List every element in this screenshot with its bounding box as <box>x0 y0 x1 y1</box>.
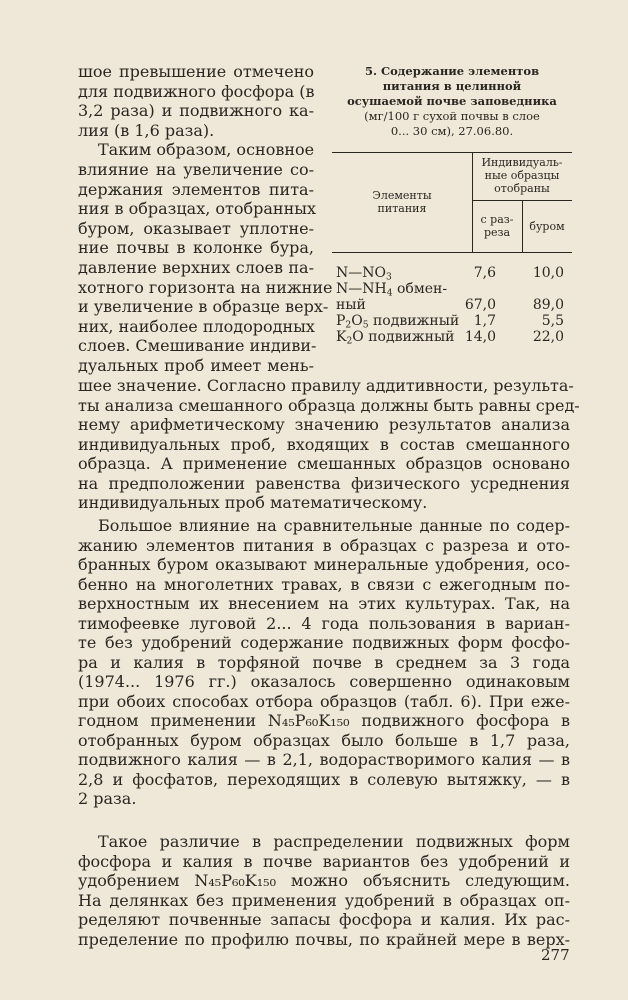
text-line: при обоих способах отбора образцов (табл. 6). При еже- <box>78 691 570 711</box>
text-line: 2,8 и фосфатов, переходящих в солевую вытяжку, — в <box>78 769 570 789</box>
text-line: тимофеевке луговой 2... 4 года пользования в вариан- <box>78 613 570 633</box>
text-line: 2 раза. <box>78 789 137 808</box>
paragraph-distribution <box>78 832 570 949</box>
row-element: $P_2O_5$ подвижный <box>336 313 460 331</box>
row-value-drill: 22,0 <box>532 329 564 345</box>
text-line: Большое влияние на сравнительные данные по содер- <box>98 516 570 535</box>
table-caption <box>332 64 572 139</box>
table-header <box>332 152 572 262</box>
text-line: буром, оказывает уплотне- <box>78 218 314 238</box>
text-line: бенно на многолетних травах, в связи с ежегодным по- <box>78 574 570 594</box>
page-number: 277 <box>541 946 570 964</box>
text-line: ра и калия в торфяной почве в среднем за 3 года <box>78 652 570 672</box>
row-element: $N—NH_4$ обмен- <box>336 281 448 299</box>
text-line: 3,2 раза) и подвижного ка- <box>78 101 314 121</box>
row-element: $N—NO_3$ <box>336 265 392 283</box>
text-line: жанию элементов питания в образцах с разреза и ото- <box>78 535 570 555</box>
text-line: образца. А применение смешанных образцов основано <box>78 454 570 473</box>
paragraph-fertilizers <box>78 516 570 809</box>
text-line: верхностным их внесением на этих культурах. Так, на <box>78 594 570 613</box>
text-line: шое превышение отмечено <box>78 62 314 81</box>
text-line: удобрением N₄₅P₆₀K₁₅₀ можно объяснить следующим. <box>78 871 570 890</box>
text-line: ния в образцах, отобранных <box>78 199 317 219</box>
text-line: Такое различие в распределении подвижных форм <box>98 832 570 851</box>
header-by-drill: буром <box>529 220 565 233</box>
text-line: хотного горизонта на нижние <box>78 277 333 297</box>
text-line: годном применении N₄₅P₆₀K₁₅₀ подвижного фосфора в <box>78 711 570 730</box>
text-line: нему арифметическому значению результатов анализа <box>78 415 570 434</box>
text-line: пределение по профилю почвы, по крайней мере в верх- <box>78 929 570 949</box>
table-row <box>332 281 572 297</box>
text-line: для подвижного фосфора (в <box>78 81 315 101</box>
row-element: ный <box>336 297 366 313</box>
row-value-drill: 5,5 <box>541 313 564 329</box>
table-rule-top <box>332 152 572 153</box>
text-line: (1974... 1976 гг.) оказалось совершенно одинаковым <box>78 672 570 691</box>
text-line: дуальных проб имеет мень- <box>78 355 314 375</box>
text-line: на предположении равенства физического усреднения <box>78 473 570 493</box>
text-line: них, наиболее плодородных <box>78 316 315 336</box>
row-value-drill: 89,0 <box>532 297 564 313</box>
table-subtitle-line: (мг/100 г сухой почвы в слое <box>364 109 540 123</box>
table-subtitle-line: 0... 30 см), 27.06.80. <box>390 124 514 138</box>
text-line: бранных буром оказывают минеральные удобрения, осо- <box>78 555 570 574</box>
table-body <box>332 265 572 345</box>
text-line: На делянках без применения удобрений в образцах оп- <box>78 890 570 910</box>
text-line: слоев. Смешивание индиви- <box>78 336 317 356</box>
text-line: подвижного калия — в 2,1, водорастворимого калия — в <box>78 750 570 769</box>
left-column-text <box>78 62 333 376</box>
text-line: индивидуальных проб, входящих в состав смешанного <box>78 434 570 454</box>
text-line: шее значение. Согласно правилу аддитивности, результа- <box>78 376 574 395</box>
table-rule-bottom <box>332 252 572 253</box>
text-line: лия (в 1,6 раза). <box>78 120 215 140</box>
text-line: Таким образом, основное <box>98 140 315 160</box>
text-line: ние почвы в колонке бура, <box>78 238 314 258</box>
text-line: фосфора и калия в почве вариантов без удобрений и <box>78 851 570 871</box>
row-value-section: 67,0 <box>464 297 496 313</box>
text-line: индивидуальных проб математическому. <box>78 493 428 512</box>
row-value-drill: 10,0 <box>532 265 564 281</box>
text-line: давление верхних слоев па- <box>78 257 314 277</box>
table-title-line: осушаемой почве заповедника <box>347 94 557 108</box>
text-line: отобранных буром образцах было больше в 1,7 раза, <box>78 730 570 750</box>
table-row <box>332 265 572 281</box>
text-line: держания элементов пита- <box>78 179 314 199</box>
text-line: ты анализа смешанного образца должны быть равны сред- <box>78 395 580 415</box>
row-value-section: 7,6 <box>473 265 496 281</box>
row-element: $K_2O$ подвижный <box>336 329 455 347</box>
table-title-line: питания в целинной <box>382 79 522 93</box>
row-value-section: 14,0 <box>464 329 496 345</box>
text-line: влияние на увеличение со- <box>78 159 314 179</box>
header-elements: Элементы питания <box>372 189 432 215</box>
table-row <box>332 329 572 345</box>
paragraph-additivity <box>78 376 580 513</box>
text-line: и увеличение в образце верх- <box>78 297 329 317</box>
table-row <box>332 297 572 313</box>
header-from-section: с раз- реза <box>480 213 514 239</box>
row-value-section: 1,7 <box>473 313 496 329</box>
text-line: ределяют почвенные запасы фосфора и калия. Их рас- <box>78 910 570 929</box>
text-line: те без удобрений содержание подвижных форм фосфо- <box>78 633 570 652</box>
table-title-line: 5. Содержание элементов <box>364 64 540 78</box>
table-row <box>332 313 572 329</box>
header-individual-samples: Индивидуаль- ные образцы отобраны <box>481 156 563 195</box>
